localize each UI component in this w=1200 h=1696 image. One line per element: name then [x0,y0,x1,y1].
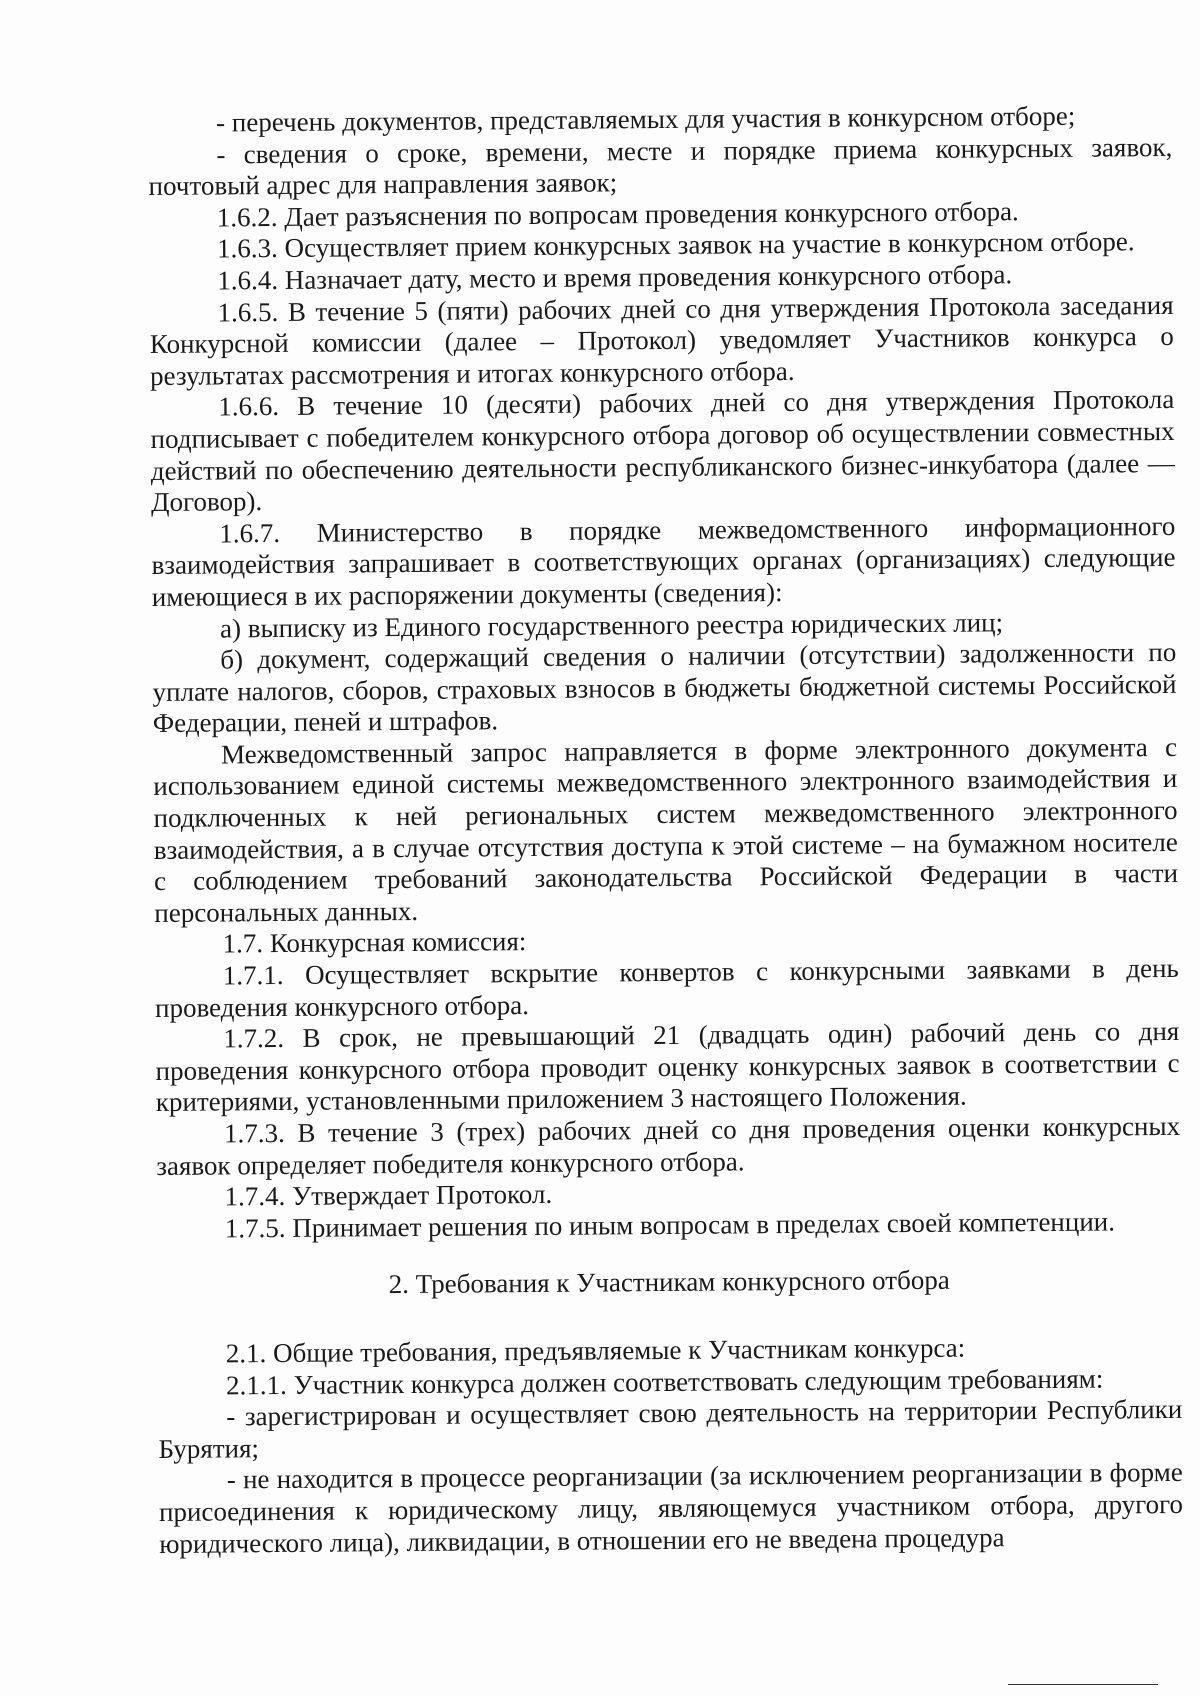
paragraph-1-6-3: 1.6.3. Осуществляет прием конкурсных заявок на участие в конкурсном отборе. [216,226,1135,264]
paragraph-1-7-3: 1.7.3. В течение 3 (трех) рабочих дней со дня проведения оценки конкурсных заявок определяет победителя конкурсного отбора. [156,1110,1181,1181]
paragraph-1-6-2: 1.6.2. Дает разъяснения по вопросам проведения конкурсного отбора. [216,195,1019,233]
footer-rule [1008,1684,1158,1685]
paragraph-1-6-7: 1.6.7. Министерство в порядке межведомственного информационного взаимодействия запрашивает в соответствующих органах (организациях) следующие имеющиеся в их распоряжении документы (сведения): [151,510,1176,612]
paragraph-1-7: 1.7. Конкурсная комиссия: [222,926,527,959]
paragraph-1-7-5: 1.7.5. Принимает решения по иным вопросам в пределах своей компетенции. [224,1206,1116,1244]
section-heading: 2. Требования к Участникам конкурсного отбора [388,1265,950,1300]
paragraph-item-a: а) выписку из Единого государственного реестра юридических лиц; [219,606,1004,643]
paragraph-1-7-4: 1.7.4. Утверждает Протокол. [224,1179,553,1212]
document-body [148,100,1183,1560]
paragraph-1-6-6: 1.6.6. В течение 10 (десяти) рабочих дней со дня утверждения Протокола подписывает с победителем конкурсного отбора договор об осуществлении совместных действий по обеспечению деятельности республиканского бизнес-инкубатора (далее — Договор). [150,384,1175,518]
paragraph-interagency-request: Межведомственный запрос направляется в форме электронного документа с использованием единой системы межведомственного электронного взаимодействия и подключенных к ней региональных систем межведомственного электронного взаимодействия, а в случае отсутствия доступа к этой системе – на бумажном носителе с соблюдением требований законодательства Российской Федерации в части персональных данных. [153,731,1179,928]
paragraph-reorganization-requirement: - не находится в процессе реорганизации (за исключением реорганизации в форме присоединения к юридическому лицу, являющемуся участником отбора, другого юридического лица), ликвидации, в отношении его не введена процедура [158,1457,1184,1559]
paragraph-1-7-1: 1.7.1. Осуществляет вскрытие конвертов с конкурсными заявками в день проведения конкурсного отбора. [154,952,1179,1023]
paragraph-2-1-1: 2.1.1. Участник конкурса должен соответствовать следующим требованиям: [225,1363,1104,1400]
paragraph-registration-requirement: - зарегистрирован и осуществляет свою деятельность на территории Республики Бурятия; [158,1394,1183,1464]
paragraph-item-b: б) документ, содержащий сведения о наличии (отсутствии) задолженности по уплате налогов, сборов, страховых взносов в бюджеты бюджетной системы Российской Федерации, пеней и штрафов. [152,637,1177,739]
paragraph-1-7-2: 1.7.2. В срок, не превышающий 21 (двадцать один) рабочий день со дня проведения конкурсного отбора проводит оценку конкурсных заявок в соответствии с критериями, установленными приложением 3 настоящего Положения. [155,1016,1180,1118]
paragraph-application-terms: - сведения о сроке, времени, месте и порядке приема конкурсных заявок, почтовый адрес для направления заявок; [148,131,1173,202]
paragraph-2-1: 2.1. Общие требования, предъявляемые к Участникам конкурса: [225,1332,966,1369]
paragraph-1-6-4: 1.6.4. Назначает дату, место и время проведения конкурсного отбора. [217,259,1013,296]
paragraph-documents-list: - перечень документов, представляемых для участия в конкурсном отборе; [215,100,1076,138]
paragraph-1-6-5: 1.6.5. В течение 5 (пяти) рабочих дней со дня утверждения Протокола заседания Конкурсной комиссии (далее – Протокол) уведомляет Участников конкурса о результатах рассмотрения и итогах конкурсного отбора. [149,289,1174,391]
